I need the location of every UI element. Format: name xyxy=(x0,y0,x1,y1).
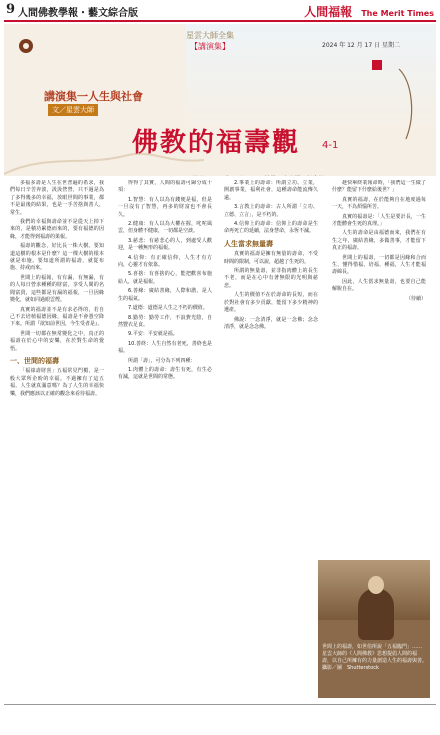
branch-icon xyxy=(399,69,412,139)
issue-date: 2024 年 12 月 17 日 星期二 xyxy=(322,42,400,49)
paragraph: 4.信仰：有正確信仰，人生才有方向，心靈才有依靠。 xyxy=(118,254,212,269)
to-be-continued: （待續） xyxy=(405,295,426,302)
text-column-3 xyxy=(224,180,318,698)
footer-rule xyxy=(4,704,436,705)
paragraph: 1.肉體上的壽命：壽生有死，有生必有滅，這就是世間的常態。 xyxy=(118,366,212,381)
paragraph: 所謂「壽」，可分為下列四種： xyxy=(128,357,196,364)
paragraph: 2.事業上的壽命：所謂立功、立業，開創事業，福利社會，這種壽命能流傳久遠。 xyxy=(224,180,318,201)
paragraph: 2.健康：有人以為大權在握，叱咤風雲，但身體不健康，一切都是空談。 xyxy=(118,221,212,235)
subheading: 一、世間的福壽 xyxy=(10,356,59,365)
paragraph: 7.道德：道德是人生之不朽的價值。 xyxy=(128,305,208,312)
photo-caption: 世間上的福壽，如世俗所說「五福臨門」……星雲大師的《人間佛教》思想提倡人間的福壽，以自己所擁有的力量創造人生的福壽與善。 攝影／圖 Shutterstock xyxy=(322,644,430,671)
paragraph: 得得了其實，人間的福壽可歸分成十項： xyxy=(118,180,212,194)
header-rule xyxy=(4,20,436,22)
paragraph: 「福祿壽財喜」五福常見門楣，是一般大眾所企盼的幸福。不過擁有了這五福，人生就真滿意嗎？為了人生的幸福快樂，我們應該以正確的觀念來看待福壽。 xyxy=(10,368,104,397)
person-figure xyxy=(358,588,394,640)
column-subtitle: 【講演集】 xyxy=(190,42,230,51)
paragraph: 趁快畢終業報命時，「我們這一生做了什麼？能留下什麼給後世？」 xyxy=(332,180,426,194)
paragraph: 1.智慧：有人以為有錢便是福，但是一旦沒有了智慧，再多的財富也不會長久。 xyxy=(118,196,212,218)
paragraph: 8.勤勞：勤勞工作，不浪費光陰，自然豐衣足食。 xyxy=(118,314,212,328)
masthead xyxy=(304,1,434,20)
paragraph: 3.言教上的壽命：古人所謂「立功、立德、立言」，是不朽的。 xyxy=(224,204,318,218)
paragraph: 5.喜捨：有喜捨的心，能把歡喜布施給人，就是福報。 xyxy=(118,271,212,285)
article-title: 佛教的福壽觀 xyxy=(132,128,301,158)
paragraph: 9.平安：平安就是福。 xyxy=(128,331,178,338)
paragraph: 我們的幸福與壽命並不是從天上掉下來的，是積功累德而來的，要有福德的因緣，才能得到福壽的果報。 xyxy=(10,219,104,240)
paragraph: 福壽的觀念，好比長一株大樹。要知道這樹的根本是什麼？這一棵大樹的根本就是布施。要知道所謂的福壽，就從布施、持戒而來。 xyxy=(10,243,104,272)
page-number: 9 xyxy=(6,2,16,17)
paragraph: 真實的福壽是擁有無量的壽命，不受時間的限制，可以說，超越了生死的。 xyxy=(224,251,318,265)
paragraph: 6.善緣：廣結善緣，人際和諧，是人生的福氣。 xyxy=(118,288,212,302)
page-header xyxy=(0,0,440,22)
paragraph: 佛說：一念清淨，就是一念佛；念念清淨，就是念念佛。 xyxy=(224,316,318,330)
part-label: 4-1 xyxy=(322,140,339,151)
text-column-1 xyxy=(10,180,104,698)
paragraph: 人生的價值不在於壽命的長短，而在於對社會有多少貢獻，能留下多少精神的遺產。 xyxy=(224,292,318,314)
text-column-2 xyxy=(118,180,212,698)
masthead-logo: 人間福報 xyxy=(304,5,353,19)
paragraph: 世間一切都在無常變化之中，真正的福壽在於心中的安樂，在於對生命的覺悟。 xyxy=(10,330,104,352)
section-title: 講演集一人生與社會 xyxy=(44,90,143,103)
subheading: 人生當求無量壽 xyxy=(224,239,273,248)
paragraph: 真實的福壽是：「人生是要計長，一生才能體會生死的真理。」 xyxy=(332,213,426,228)
paragraph: 人生的壽命是由福德而來，我們在有生之年，廣結善緣，多做善事，才能留下真正的福壽。 xyxy=(332,230,426,252)
paragraph: 4.信仰上的壽命：信仰上的壽命是生命再死亡的延續，法身慧命，永恆不滅。 xyxy=(224,221,318,235)
paragraph: 世間上的福壽，一切都是因緣和合而生，懂得惜福、培福、種福，人生才能福壽綿長。 xyxy=(332,254,426,276)
paragraph: 世間上的福報，有有漏，有無漏，有的人每日營求種種的財富，享受人間的名聞富貴，這些都是有漏的福報，一旦因緣變化，就如同過眼雲煙。 xyxy=(10,274,104,304)
paragraph: 真實的福壽，在於能夠自在地度過每一天，不為煩惱所苦。 xyxy=(332,196,426,211)
column-title: 星雲大師全集 xyxy=(186,31,234,40)
event-meta xyxy=(192,174,325,176)
author-tag: 文／星雲大師 xyxy=(48,104,98,116)
paragraph: 真實的福壽並不是有求必得的，若自己不去培植福德因緣，福壽是不會憑空降下來。所謂『欲知前世因，今生受者是』。 xyxy=(10,306,104,328)
paragraph: 3.慈悲：有慈悲心的人，到處受人歡迎，是一種無形的福報。 xyxy=(118,237,212,252)
paragraph: 多福多壽是人生在世普遍的希求，我們每日辛苦奔波，汲汲營營，只不過是為了多得幾多的幸福，放眼世間的事業，都不是最後的結果，也是一手苦捨與善人，常生。 xyxy=(10,180,104,216)
masthead-english: The Merit Times xyxy=(361,9,434,18)
paragraph: 因此，人生當求無量壽，也要自己能解脫自在。 xyxy=(332,278,426,293)
inset-photo xyxy=(318,560,430,698)
column-badge xyxy=(172,30,248,52)
section-name: 人間佛教學報・藝文綜合版 xyxy=(18,8,138,19)
seal-stamp-icon xyxy=(372,60,382,70)
paragraph: 10.善終：人生自然有老死，善終也是福。 xyxy=(118,340,212,355)
article-hero xyxy=(4,24,436,176)
paragraph: 所謂的無量壽，並非指肉體上的長生不老，而是在心中有著無限的光明與慈悲。 xyxy=(224,268,318,289)
